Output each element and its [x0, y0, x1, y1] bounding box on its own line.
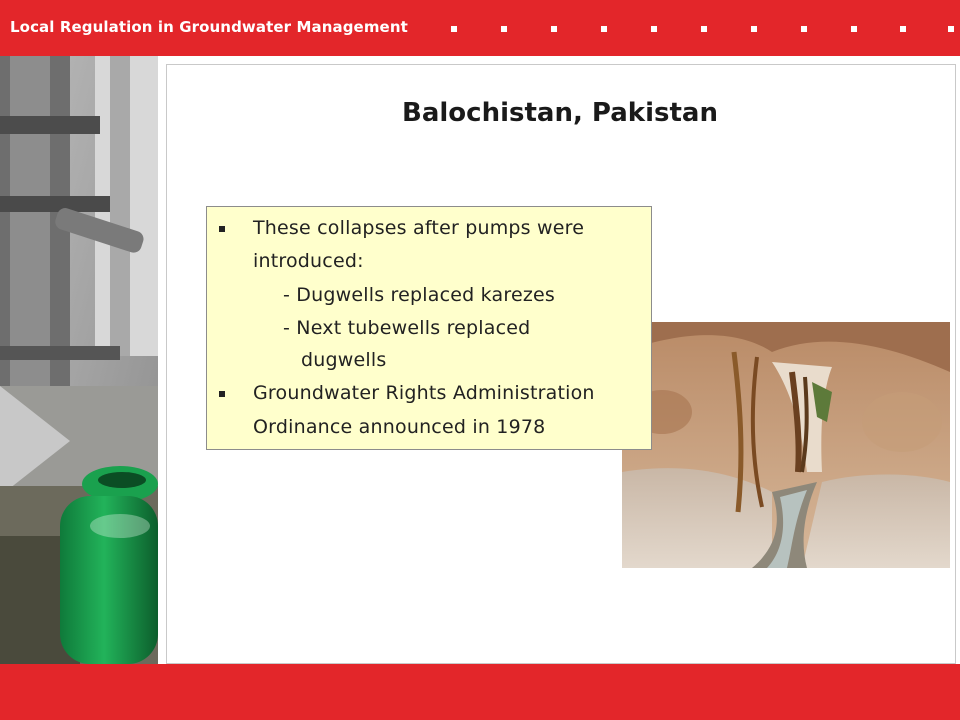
header-bar — [0, 0, 960, 56]
header-square-icon — [801, 26, 807, 32]
water-pump-photo-drawing — [0, 56, 158, 664]
header-square-icon — [701, 26, 707, 32]
sub-item-1: - Dugwells replaced karezes — [283, 284, 556, 306]
header-title: Local Regulation in Groundwater Management — [10, 18, 408, 36]
header-square-icon — [501, 26, 507, 32]
header-square-icon — [900, 26, 906, 32]
header-square-icon — [651, 26, 657, 32]
kareze-photo-drawing — [622, 322, 950, 568]
bullet-2-line-2: Ordinance announced in 1978 — [253, 416, 546, 438]
bullet-square-icon — [219, 391, 225, 397]
header-square-icon — [451, 26, 457, 32]
header-square-icon — [851, 26, 857, 32]
header-square-icon — [948, 26, 954, 32]
sub-item-2-line-2: dugwells — [301, 349, 387, 371]
header-square-icon — [601, 26, 607, 32]
content-text-box — [206, 206, 652, 450]
bullet-2-line-1: Groundwater Rights Administration — [253, 382, 595, 404]
header-square-icon — [551, 26, 557, 32]
sub-item-2-line-1: - Next tubewells replaced — [283, 317, 531, 339]
bullet-1-line-2: introduced: — [253, 250, 364, 272]
footer-bar — [0, 664, 960, 720]
bullet-square-icon — [219, 226, 225, 232]
slide-title: Balochistan, Pakistan — [402, 98, 718, 128]
kareze-photo — [622, 322, 950, 568]
water-pump-photo — [0, 56, 158, 664]
bullet-1-line-1: These collapses after pumps were — [253, 217, 585, 239]
header-square-icon — [751, 26, 757, 32]
